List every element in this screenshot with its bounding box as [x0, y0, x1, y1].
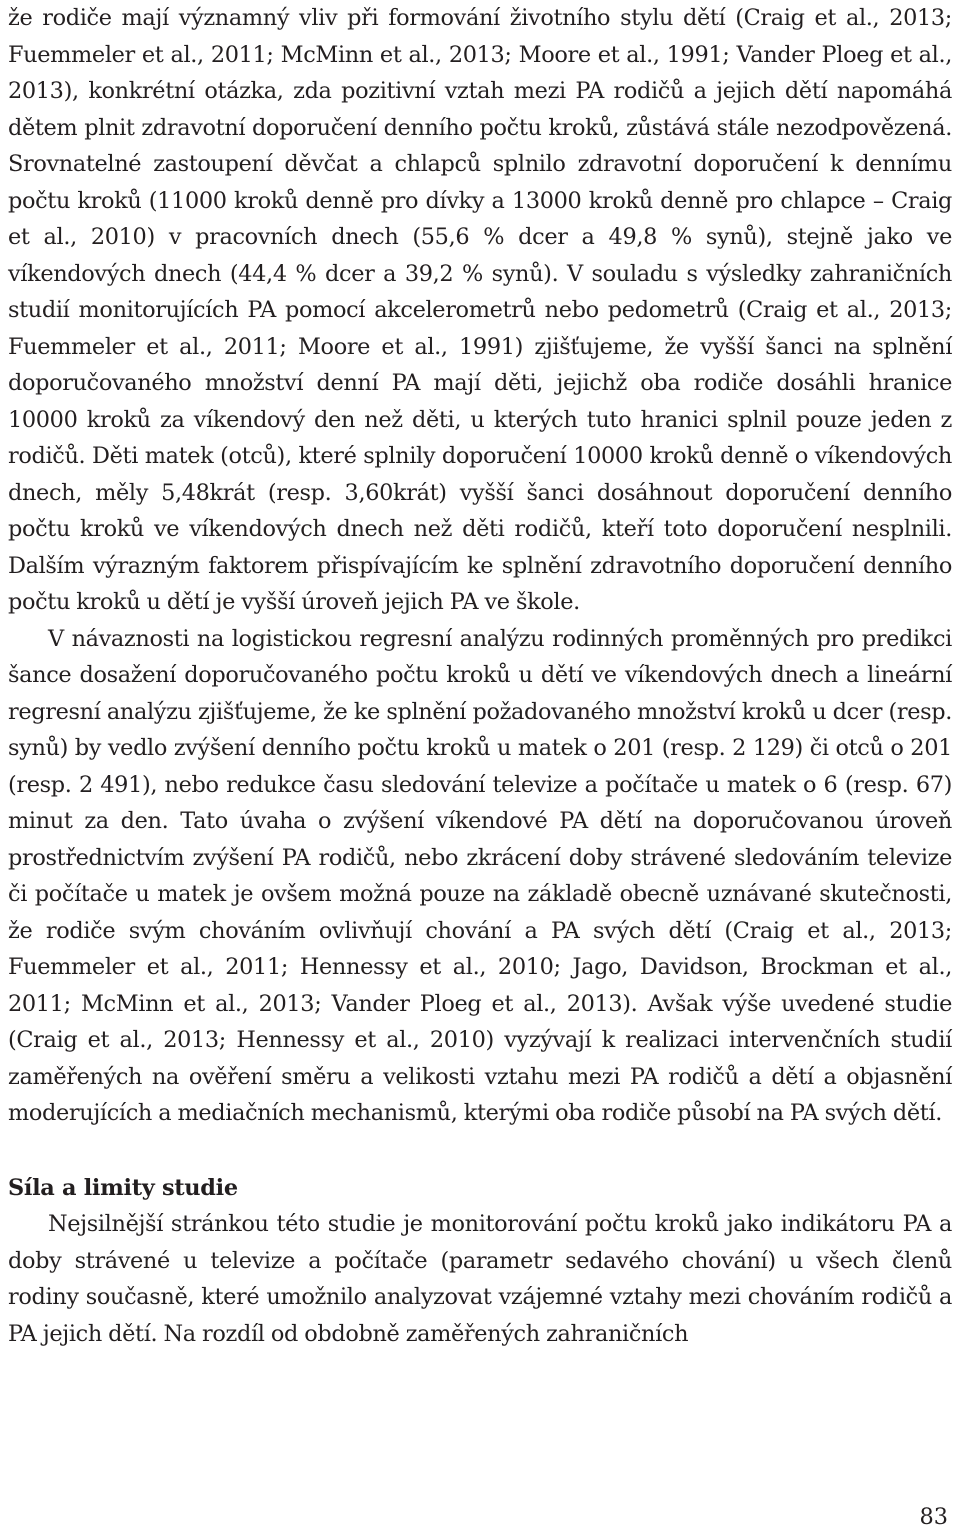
page-content	[8, 0, 952, 1352]
section-paragraph: Nejsilnější stránkou této studie je monitorování počtu kroků jako indikátoru PA a doby strávené u televize a počítače (parametr sedavého chování) u všech členů rodiny současně, které umožnilo analyzovat vzájemné vztahy mezi chováním rodičů a PA jejich dětí. Na rozdíl od obdobně zaměřených zahraničních	[8, 1211, 952, 1347]
page-number: 83	[919, 1504, 948, 1530]
body-paragraph-2: V návaznosti na logistickou regresní analýzu rodinných proměnných pro predikci šance dosažení doporučovaného počtu kroků u dětí ve víkendových dnech a lineární regresní analýzu zjišťujeme, že ke splnění požadovaného množství kroků u dcer (resp. synů) by vedlo zvýšení denního počtu kroků u matek o 201 (resp. 2 129) či otců o 201 (resp. 2 491), nebo redukce času sledování televize a počítače u matek o 6 (resp. 67) minut za den. Tato úvaha o zvýšení víkendové PA dětí na doporučovanou úroveň prostřednictvím zvýšení PA rodičů, nebo zkrácení doby strávené sledováním televize či počítače u matek je ovšem možná pouze na základě obecně uznávané skutečnosti, že rodiče svým chováním ovlivňují chování a PA svých dětí (Craig et al., 2013; Fuemmeler et al., 2011; Hennessy et al., 2010; Jago, Davidson, Brockman et al., 2011; McMinn et al., 2013; Vander Ploeg et al., 2013). Avšak výše uvedené studie (Craig et al., 2013; Hennessy et al., 2010) vyzývají k realizaci intervenčních studií zaměřených na ověření směru a velikosti vztahu mezi PA rodičů a dětí a objasnění moderujících a mediačních mechanismů, kterými oba rodiče působí na PA svých dětí.	[8, 625, 952, 1126]
section-heading: Síla a limity studie	[8, 1174, 238, 1201]
body-paragraph-1: že rodiče mají významný vliv při formování životního stylu dětí (Craig et al., 2013; Fuemmeler et al., 2011; McMinn et al., 2013; Moore et al., 1991; Vander Ploeg et al., 2013), konkrétní otázka, zda pozitivní vztah mezi PA rodičů a jejich dětí napomáhá dětem plnit zdravotní doporučení denního počtu kroků, zůstává stále nezodpovězená. Srovnatelné zastoupení děvčat a chlapců splnilo zdravotní doporučení k dennímu počtu kroků (11000 kroků denně pro dívky a 13000 kroků denně pro chlapce – Craig et al., 2010) v pracovních dnech (55,6 % dcer a 49,8 % synů), stejně jako ve víkendových dnech (44,4 % dcer a 39,2 % synů). V souladu s výsledky zahraničních studií monitorujících PA pomocí akcelerometrů nebo pedometrů (Craig et al., 2013; Fuemmeler et al., 2011; Moore et al., 1991) zjišťujeme, že vyšší šanci na splnění doporučovaného množství denní PA mají děti, jejichž oba rodiče dosáhli hranice 10000 kroků za víkendový den než děti, u kterých tuto hranici splnil pouze jeden z rodičů. Děti matek (otců), které splnily doporučení 10000 kroků denně o víkendových dnech, měly 5,48krát (resp. 3,60krát) vyšší šanci dosáhnout doporučení denního počtu kroků ve víkendových dnech než děti rodičů, kteří toto doporučení nesplnili. Dalším výrazným faktorem přispívajícím ke splnění zdravotního doporučení denního počtu kroků u dětí je vyšší úroveň jejich PA ve škole.	[8, 5, 952, 615]
